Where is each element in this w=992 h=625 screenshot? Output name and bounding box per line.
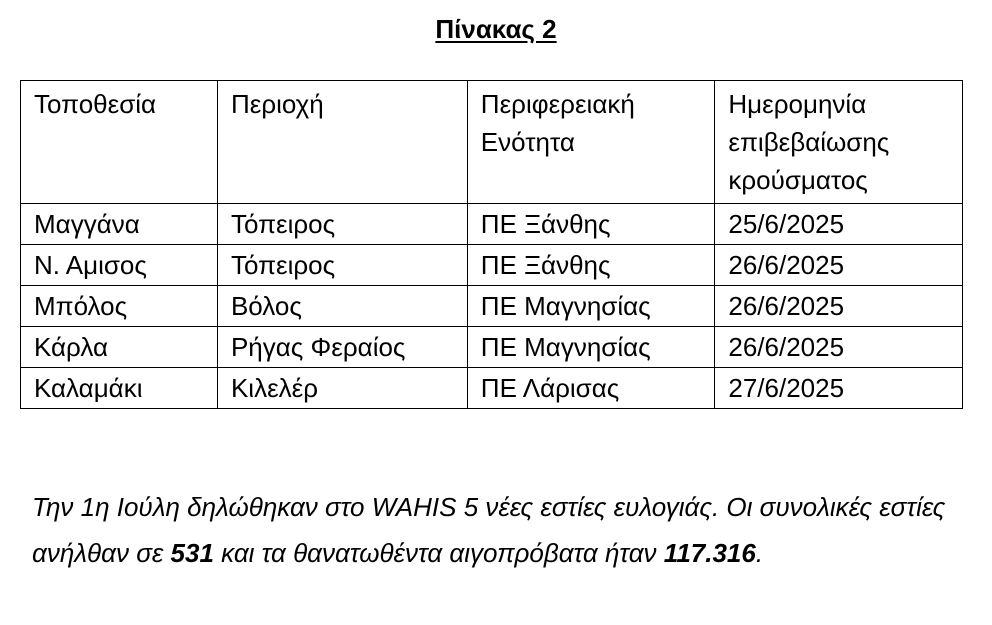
table-row [21, 368, 963, 409]
cell-date: 26/6/2025 [715, 245, 963, 286]
table-header-row [21, 81, 963, 204]
cell-area: Ρήγας Φεραίος [217, 327, 467, 368]
summary-text-2: και τα θανατωθέντα αιγοπρόβατα ήταν [213, 538, 664, 568]
cell-location: Καλαμάκι [21, 368, 218, 409]
table-title: Πίνακας 2 [435, 14, 557, 44]
table-row [21, 245, 963, 286]
cell-date: 25/6/2025 [715, 204, 963, 245]
header-location: Τοποθεσία [21, 81, 218, 204]
cell-regional-unit: ΠΕ Λάρισας [467, 368, 715, 409]
culled-animals-value: 117.316 [663, 538, 756, 568]
cell-location: Μπόλος [21, 286, 218, 327]
cell-location: Κάρλα [21, 327, 218, 368]
cell-location: Μαγγάνα [21, 204, 218, 245]
cell-regional-unit: ΠΕ Μαγνησίας [467, 327, 715, 368]
summary-text-3: . [755, 538, 764, 568]
cell-location: Ν. Αμισος [21, 245, 218, 286]
cell-regional-unit: ΠΕ Μαγνησίας [467, 286, 715, 327]
cell-area: Βόλος [217, 286, 467, 327]
table-row [21, 204, 963, 245]
table-row [21, 286, 963, 327]
summary-text-1: Την 1η Ιούλη δηλώθηκαν στο WAHIS 5 νέες εστίες ευλογιάς. Οι συνολικές εστίες ανήλθαν σε [32, 492, 946, 568]
cell-regional-unit: ΠΕ Ξάνθης [467, 204, 715, 245]
cell-area: Κιλελέρ [217, 368, 467, 409]
header-regional-unit: Περιφερειακή Ενότητα [467, 81, 715, 204]
outbreaks-table [20, 80, 963, 409]
table-row [21, 327, 963, 368]
header-confirmation-date: Ημερομηνία επιβεβαίωσης κρούσματος [715, 81, 963, 204]
summary-paragraph [32, 484, 972, 576]
total-foci-value: 531 [170, 538, 214, 568]
cell-date: 26/6/2025 [715, 327, 963, 368]
cell-area: Τόπειρος [217, 245, 467, 286]
cell-date: 26/6/2025 [715, 286, 963, 327]
cell-area: Τόπειρος [217, 204, 467, 245]
cell-regional-unit: ΠΕ Ξάνθης [467, 245, 715, 286]
cell-date: 27/6/2025 [715, 368, 963, 409]
header-area: Περιοχή [217, 81, 467, 204]
